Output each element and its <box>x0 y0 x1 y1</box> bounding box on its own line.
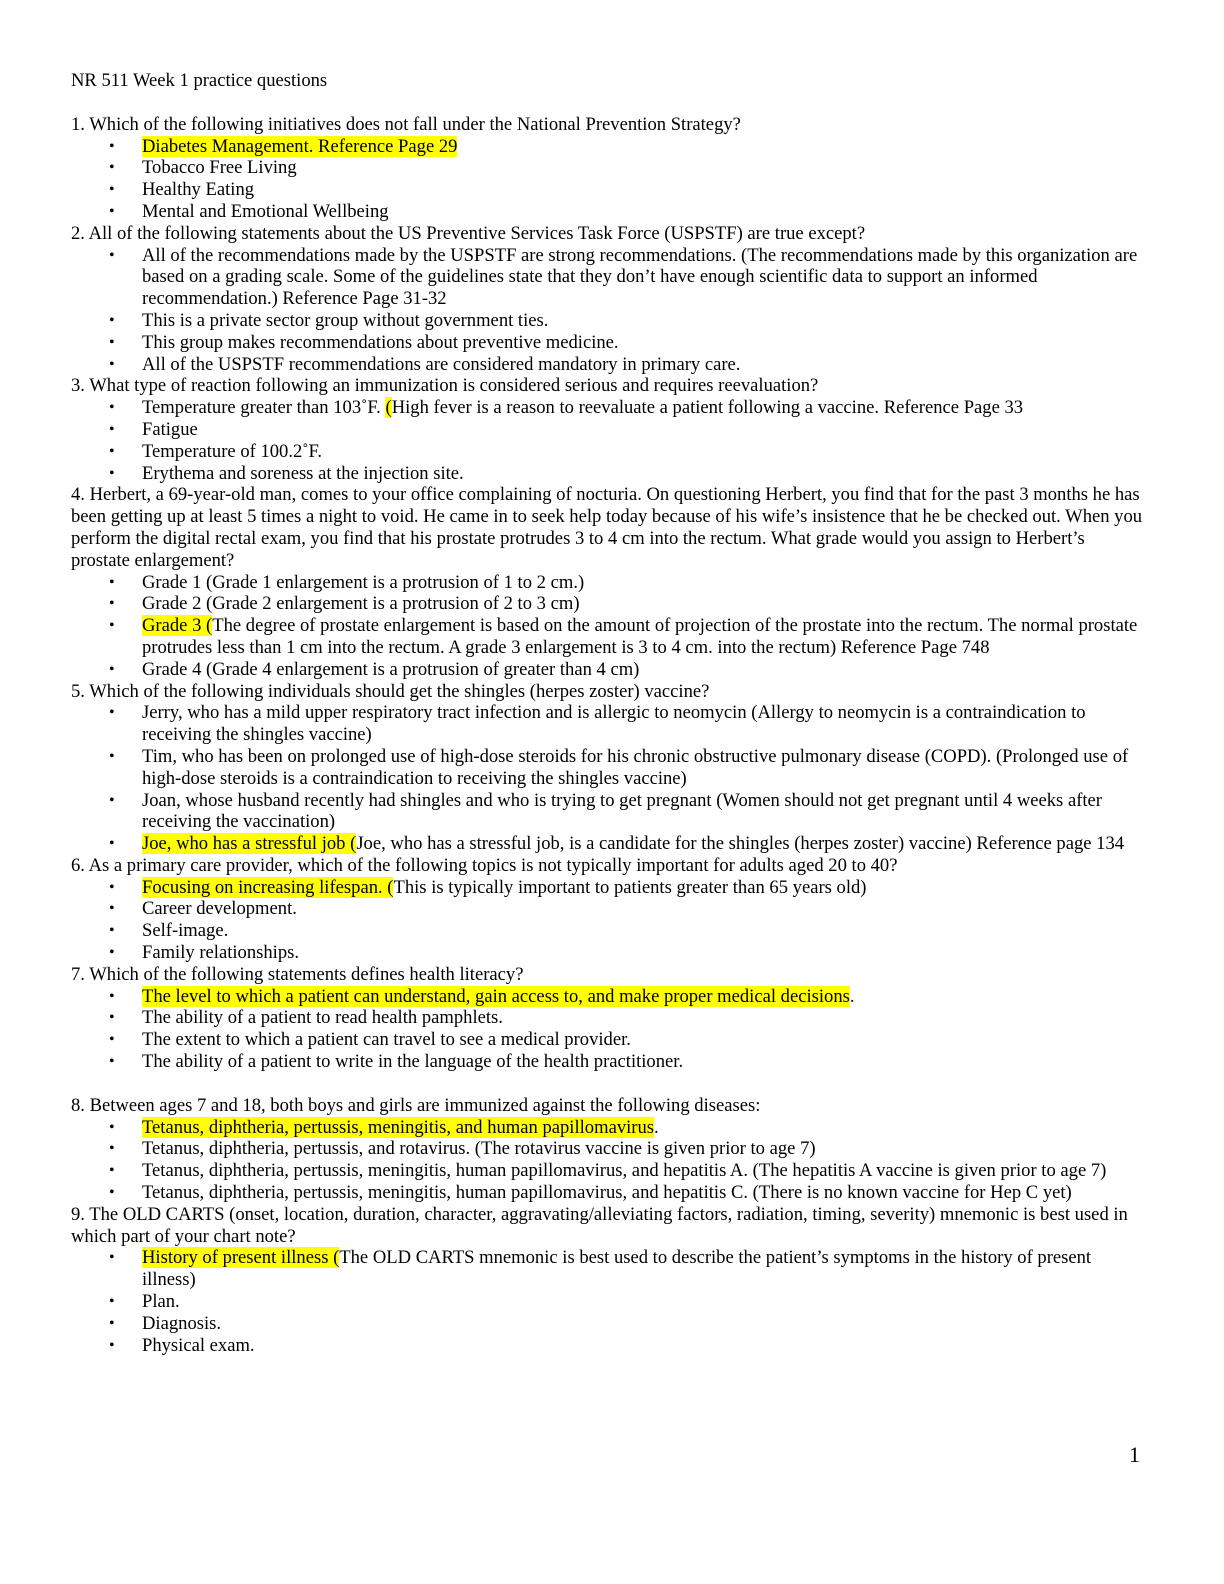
answer-option <box>71 986 1146 1008</box>
answer-option <box>71 157 1146 179</box>
bullet-icon: • <box>109 181 115 199</box>
answer-options <box>71 1117 1146 1204</box>
answer-options <box>71 136 1146 223</box>
answer-option <box>71 1117 1146 1139</box>
question-text: 5. Which of the following individuals should get the shingles (herpes zoster) vaccine? <box>71 680 710 702</box>
answer-option <box>71 419 1146 441</box>
highlighted-answer: Focusing on increasing lifespan. ( <box>142 876 394 898</box>
answer-options <box>71 245 1146 376</box>
highlighted-answer: Diabetes Management. Reference Page 29 <box>142 135 458 157</box>
option-text: The extent to which a patient can travel to see a medical provider. <box>142 1029 631 1051</box>
option-text: Tim, who has been on prolonged use of high-dose steroids for his chronic obstructive pulmonary disease (COPD). (Prolonged use of high-dose steroids is a contraindication to receiving the shingles vaccine) <box>142 745 1129 789</box>
option-text: Jerry, who has a mild upper respiratory tract infection and is allergic to neomycin (Allergy to neomycin is a contraindication to receiving the shingles vaccine) <box>142 702 1086 746</box>
answer-option <box>71 920 1146 942</box>
option-text: Plan. <box>142 1291 180 1313</box>
bullet-icon: • <box>109 1162 115 1180</box>
bullet-icon: • <box>109 791 115 809</box>
answer-option <box>71 877 1146 899</box>
answer-option <box>71 1182 1146 1204</box>
answer-option <box>71 790 1146 834</box>
option-text: Tetanus, diphtheria, pertussis, and rotavirus. (The rotavirus vaccine is given prior to age 7) <box>142 1138 816 1160</box>
question-text: 7. Which of the following statements defines health literacy? <box>71 963 524 985</box>
answer-options <box>71 986 1146 1073</box>
spacer <box>71 1073 1146 1095</box>
bullet-icon: • <box>109 137 115 155</box>
bullet-icon: • <box>109 1336 115 1354</box>
option-text: . <box>654 1116 659 1138</box>
answer-options <box>71 1247 1146 1356</box>
option-text: All of the recommendations made by the USPSTF are strong recommendations. (The recommendations made by this organization are based on a grading scale. Some of the guidelines state that they don’t have enough scientific data to support an informed recommendation.) Reference Page 31-32 <box>142 244 1138 310</box>
answer-option <box>71 397 1146 419</box>
bullet-icon: • <box>109 747 115 765</box>
option-text: Career development. <box>142 898 297 920</box>
bullet-icon: • <box>109 922 115 940</box>
option-text: The ability of a patient to read health pamphlets. <box>142 1007 503 1029</box>
highlighted-answer: Grade 3 ( <box>142 615 213 637</box>
bullet-icon: • <box>109 900 115 918</box>
question-text: 9. The OLD CARTS (onset, location, duration, character, aggravating/alleviating factors, radiation, timing, severity) mnemonic is best used in which part of your chart note? <box>71 1203 1128 1247</box>
answer-option <box>71 1247 1146 1291</box>
question-list <box>71 114 1146 1357</box>
answer-option <box>71 615 1146 659</box>
answer-option <box>71 1051 1146 1073</box>
bullet-icon: • <box>109 159 115 177</box>
bullet-icon: • <box>109 878 115 896</box>
bullet-icon: • <box>109 420 115 438</box>
option-text: Temperature of 100.2˚F. <box>142 440 322 462</box>
highlighted-answer: ( <box>385 397 392 419</box>
document-page <box>71 70 1146 1356</box>
answer-option <box>71 1160 1146 1182</box>
bullet-icon: • <box>109 1031 115 1049</box>
option-text: Joe, who has a stressful job, is a candidate for the shingles (herpes zoster) vaccine) Reference page 134 <box>356 833 1125 855</box>
answer-option <box>71 201 1146 223</box>
option-text: Tetanus, diphtheria, pertussis, meningitis, human papillomavirus, and hepatitis C. (There is no known vaccine for Hep C yet) <box>142 1182 1072 1204</box>
bullet-icon: • <box>109 1184 115 1202</box>
answer-option <box>71 441 1146 463</box>
answer-option <box>71 136 1146 158</box>
option-text: Healthy Eating <box>142 179 255 201</box>
bullet-icon: • <box>109 944 115 962</box>
bullet-icon: • <box>109 399 115 417</box>
answer-option <box>71 1029 1146 1051</box>
answer-options <box>71 877 1146 964</box>
bullet-icon: • <box>109 617 115 635</box>
bullet-icon: • <box>109 704 115 722</box>
answer-option <box>71 1007 1146 1029</box>
option-text: Diagnosis. <box>142 1312 222 1334</box>
option-text: This group makes recommendations about preventive medicine. <box>142 331 619 353</box>
question-text: 1. Which of the following initiatives does not fall under the National Prevention Strategy? <box>71 113 741 135</box>
highlighted-answer: History of present illness ( <box>142 1247 340 1269</box>
bullet-icon: • <box>109 987 115 1005</box>
bullet-icon: • <box>109 1140 115 1158</box>
bullet-icon: • <box>109 333 115 351</box>
option-text: Self-image. <box>142 920 229 942</box>
answer-option <box>71 179 1146 201</box>
bullet-icon: • <box>109 202 115 220</box>
answer-option <box>71 572 1146 594</box>
bullet-icon: • <box>109 1053 115 1071</box>
question-text: 2. All of the following statements about the US Preventive Services Task Force (USPSTF) are true except? <box>71 222 866 244</box>
bullet-icon: • <box>109 1009 115 1027</box>
option-text: Grade 1 (Grade 1 enlargement is a protrusion of 1 to 2 cm.) <box>142 571 585 593</box>
bullet-icon: • <box>109 246 115 264</box>
page-number: 1 <box>1129 1442 1140 1467</box>
answer-option <box>71 833 1146 855</box>
answer-option <box>71 942 1146 964</box>
option-text: The OLD CARTS mnemonic is best used to describe the patient’s symptoms in the history of present illness) <box>142 1247 1092 1291</box>
answer-options <box>71 572 1146 681</box>
option-text: Temperature greater than 103˚F. <box>142 397 386 419</box>
answer-options <box>71 397 1146 484</box>
question-text: 6. As a primary care provider, which of the following topics is not typically important for adults aged 20 to 40? <box>71 854 898 876</box>
answer-option <box>71 593 1146 615</box>
option-text: High fever is a reason to reevaluate a patient following a vaccine. Reference Page 33 <box>391 397 1024 419</box>
option-text: Joan, whose husband recently had shingles and who is trying to get pregnant (Women should not get pregnant until 4 weeks after receiving the vaccination) <box>142 789 1103 833</box>
answer-option <box>71 354 1146 376</box>
option-text: All of the USPSTF recommendations are considered mandatory in primary care. <box>142 353 741 375</box>
answer-option <box>71 332 1146 354</box>
option-text: Tobacco Free Living <box>142 157 297 179</box>
answer-option <box>71 1291 1146 1313</box>
answer-option <box>71 659 1146 681</box>
option-text: Physical exam. <box>142 1334 255 1356</box>
answer-option <box>71 245 1146 310</box>
option-text: Erythema and soreness at the injection site. <box>142 462 464 484</box>
bullet-icon: • <box>109 835 115 853</box>
bullet-icon: • <box>109 1293 115 1311</box>
answer-option <box>71 702 1146 746</box>
bullet-icon: • <box>109 442 115 460</box>
highlighted-answer: Tetanus, diphtheria, pertussis, meningitis, and human papillomavirus <box>142 1116 655 1138</box>
question-text: 3. What type of reaction following an immunization is considered serious and requires reevaluation? <box>71 375 819 397</box>
answer-options <box>71 702 1146 855</box>
question-text: 8. Between ages 7 and 18, both boys and girls are immunized against the following diseases: <box>71 1094 761 1116</box>
option-text: The ability of a patient to write in the language of the health practitioner. <box>142 1051 684 1073</box>
option-text: This is a private sector group without government ties. <box>142 309 549 331</box>
answer-option <box>71 310 1146 332</box>
option-text: Grade 2 (Grade 2 enlargement is a protrusion of 2 to 3 cm) <box>142 593 580 615</box>
option-text: Tetanus, diphtheria, pertussis, meningitis, human papillomavirus, and hepatitis A. (The hepatitis A vaccine is given prior to age 7) <box>142 1160 1107 1182</box>
answer-option <box>71 746 1146 790</box>
bullet-icon: • <box>109 311 115 329</box>
bullet-icon: • <box>109 595 115 613</box>
option-text: Family relationships. <box>142 942 300 964</box>
answer-option <box>71 898 1146 920</box>
bullet-icon: • <box>109 355 115 373</box>
bullet-icon: • <box>109 1118 115 1136</box>
answer-option <box>71 1313 1146 1335</box>
bullet-icon: • <box>109 1249 115 1267</box>
option-text: Mental and Emotional Wellbeing <box>142 200 389 222</box>
document-title: NR 511 Week 1 practice questions <box>71 70 328 91</box>
option-text: Fatigue <box>142 418 198 440</box>
option-text: . <box>849 985 855 1007</box>
bullet-icon: • <box>109 1314 115 1332</box>
highlighted-answer: Joe, who has a stressful job ( <box>142 833 357 855</box>
option-text: The degree of prostate enlargement is based on the amount of projection of the prostate into the rectum. The normal prostate protrudes less than 1 cm into the rectum. A grade 3 enlargement is 3 to 4 cm. into the rectum) Reference Page 748 <box>142 615 1138 658</box>
question-text: 4. Herbert, a 69-year-old man, comes to your office complaining of nocturia. On questioning Herbert, you find that for the past 3 months he has been getting up at least 5 times a night to void. He came in to seek help today because of his wife’s insistence that he be checked out. When you perform the digital rectal exam, you find that his prostate protrudes 3 to 4 cm into the rectum. What grade would you assign to Herbert’s prostate enlargement? <box>71 484 1143 571</box>
option-text: Grade 4 (Grade 4 enlargement is a protrusion of greater than 4 cm) <box>142 658 640 680</box>
option-text: This is typically important to patients greater than 65 years old) <box>393 876 867 898</box>
answer-option <box>71 1335 1146 1357</box>
answer-option <box>71 463 1146 485</box>
highlighted-answer: The level to which a patient can understand, gain access to, and make proper medical decisions <box>142 985 850 1007</box>
bullet-icon: • <box>109 464 115 482</box>
bullet-icon: • <box>109 573 115 591</box>
bullet-icon: • <box>109 660 115 678</box>
answer-option <box>71 1138 1146 1160</box>
